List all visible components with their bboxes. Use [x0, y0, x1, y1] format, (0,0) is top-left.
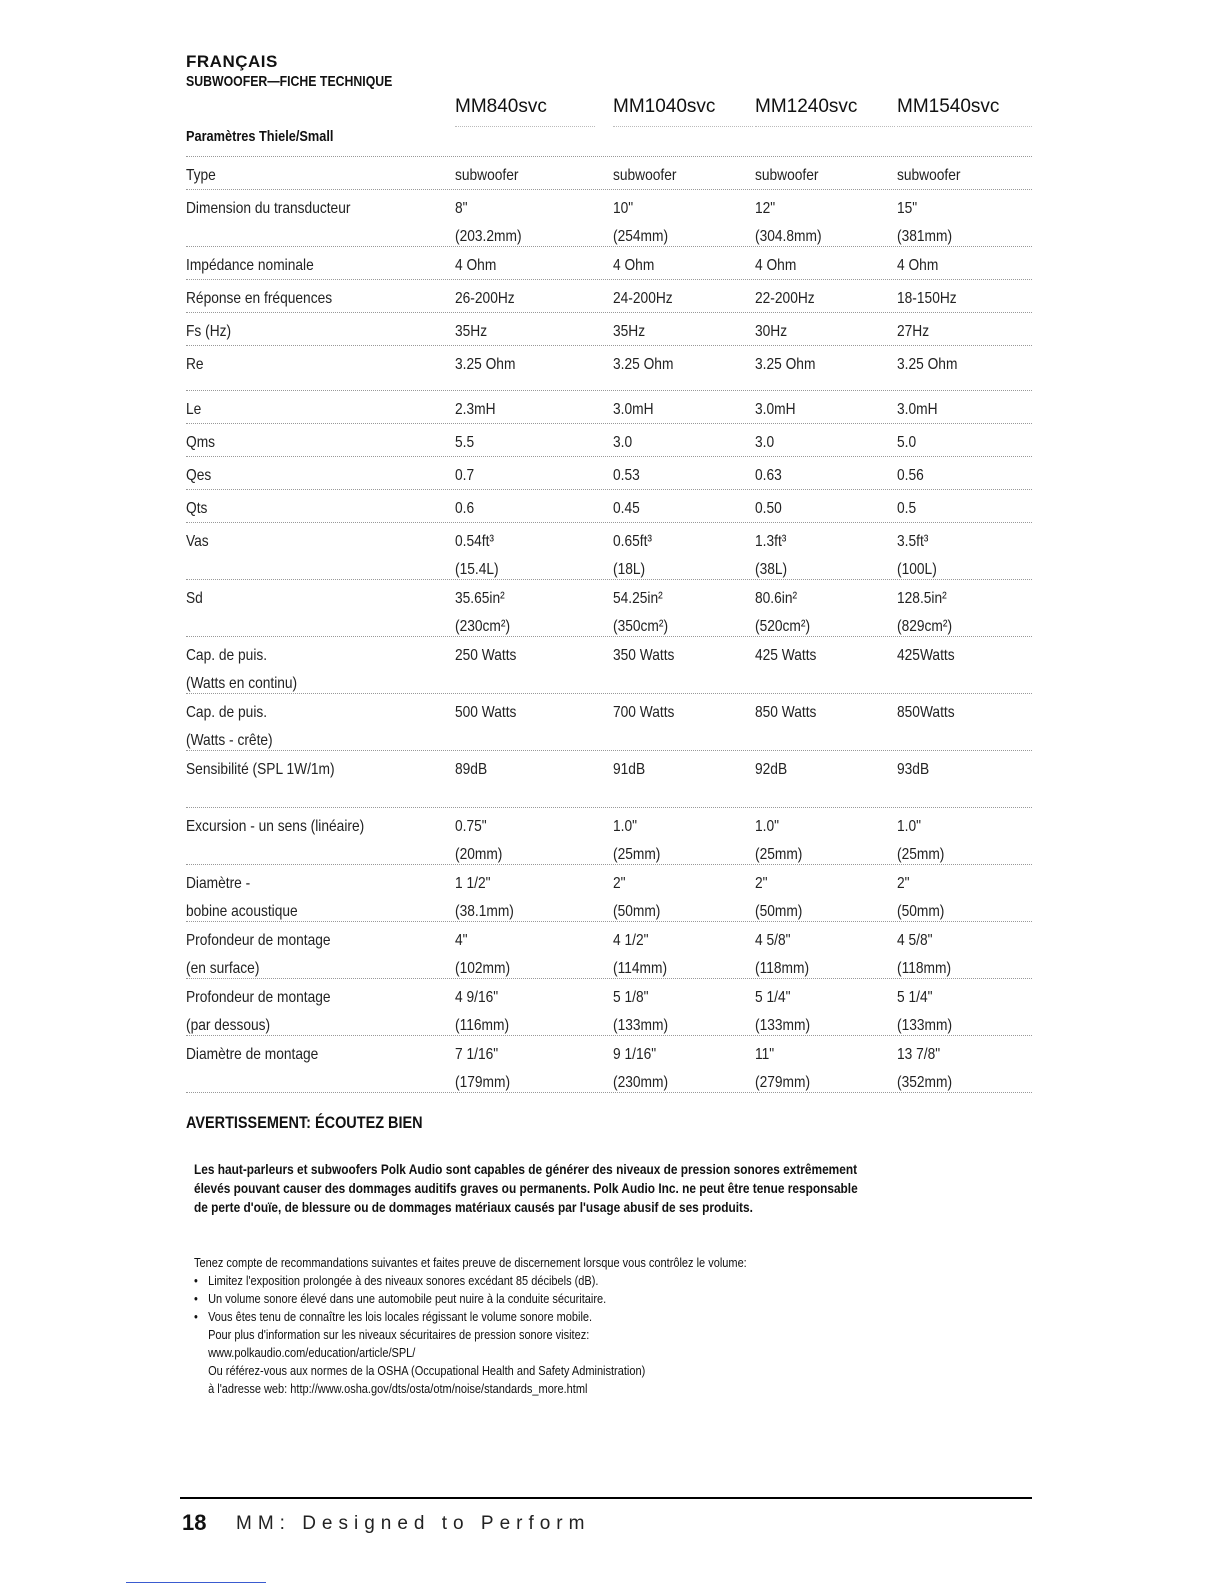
spec-label [186, 396, 201, 424]
spec-value [455, 984, 509, 1040]
spec-label-line: Cap. de puis. [186, 704, 268, 721]
model-header-row [0, 96, 1225, 126]
table-row [186, 807, 1032, 864]
spec-value [455, 870, 514, 926]
spec-value-line: 10" [613, 200, 634, 217]
spec-value [613, 252, 654, 280]
table-row [186, 489, 1032, 522]
spec-value-line: 12" [755, 200, 776, 217]
list-item: • Vous êtes tenu de connaître les lois locales régissant le volume sonore mobile. [208, 1308, 810, 1326]
spec-label-line: Sensibilité (SPL 1W/1m) [186, 761, 335, 778]
spec-value [613, 642, 674, 670]
spec-value-line: 0.5 [897, 500, 917, 517]
spec-label-line: Diamètre de montage [186, 1046, 319, 1063]
spec-value-line: 500 Watts [455, 704, 517, 721]
spec-value-line: 0.54ft³ [455, 533, 495, 550]
spec-value [897, 699, 955, 727]
spec-value-line: 1 1/2" [455, 875, 491, 892]
spec-value-line: (520cm²) [755, 618, 811, 635]
spec-value [755, 462, 782, 490]
spec-value-line: 4 Ohm [755, 257, 797, 274]
spec-value-line: (100L) [897, 561, 937, 578]
spec-label [186, 984, 331, 1040]
spec-value-line: subwoofer [455, 167, 519, 184]
spec-value [755, 699, 816, 727]
spec-label-line: Re [186, 356, 204, 373]
spec-value-line: 1.0" [897, 818, 922, 835]
table-row [186, 156, 1032, 189]
table-row [186, 579, 1032, 636]
spec-value-line: 0.65ft³ [613, 533, 653, 550]
spec-value-line: (179mm) [455, 1074, 511, 1091]
spec-value-line: 0.63 [755, 467, 782, 484]
spec-value [897, 429, 916, 457]
spec-value [897, 528, 937, 584]
spec-label [186, 285, 332, 313]
spec-value-line: (118mm) [897, 960, 952, 977]
spec-value-line: 22-200Hz [755, 290, 815, 307]
spec-value-line: 11" [755, 1046, 775, 1063]
spec-value-line: 250 Watts [455, 647, 517, 664]
spec-value-line: 0.6 [455, 500, 475, 517]
spec-value-line: 5.5 [455, 434, 475, 451]
divider [126, 1582, 266, 1583]
divider [613, 126, 753, 127]
spec-value [755, 252, 796, 280]
spec-value [613, 429, 632, 457]
spec-value-line: (230mm) [613, 1074, 669, 1091]
spec-value [755, 495, 782, 523]
spec-value [897, 162, 960, 190]
spec-table [186, 156, 1032, 1093]
spec-value [455, 351, 515, 379]
spec-value-line: (304.8mm) [755, 228, 822, 245]
spec-value [613, 195, 668, 251]
spec-label [186, 528, 209, 556]
spec-value [455, 699, 516, 727]
table-row [186, 978, 1032, 1035]
spec-value-line: 5.0 [897, 434, 917, 451]
model-name: MM1240svc [755, 96, 858, 117]
spec-value [455, 495, 474, 523]
spec-value [613, 396, 654, 424]
spec-label [186, 927, 331, 983]
spec-value-line: 26-200Hz [455, 290, 515, 307]
osha-link[interactable]: à l'adresse web: http://www.osha.gov/dts/osta/otm/noise/standards_more.html [208, 1382, 588, 1396]
spec-value [897, 252, 938, 280]
spec-value-line: (203.2mm) [455, 228, 522, 245]
table-row [186, 522, 1032, 579]
spec-value-line: 7 1/16" [455, 1046, 499, 1063]
spec-value-line: (38.1mm) [455, 903, 514, 920]
spec-value-line: (15.4L) [455, 561, 499, 578]
spec-value [755, 162, 818, 190]
table-row [186, 864, 1032, 921]
table-row [186, 312, 1032, 345]
spec-value-line: (133mm) [755, 1017, 811, 1034]
spec-value-line: (118mm) [755, 960, 810, 977]
spec-value [755, 351, 815, 379]
spec-value-line: (25mm) [613, 846, 661, 863]
spec-label-line: Sd [186, 590, 203, 607]
spec-value [897, 756, 929, 784]
spec-value-line: (50mm) [897, 903, 945, 920]
spec-value [755, 927, 809, 983]
spec-value-line: 4 Ohm [455, 257, 497, 274]
spec-value [755, 1041, 810, 1097]
spec-value-line: 3.5ft³ [897, 533, 929, 550]
spec-value-line: 5 1/8" [613, 989, 649, 1006]
spec-value-line: 3.0mH [755, 401, 796, 418]
spec-value-line: (350cm²) [613, 618, 669, 635]
spec-label-line: (Watts en continu) [186, 675, 298, 692]
spec-value [613, 813, 660, 869]
spec-label-line: Type [186, 167, 216, 184]
spec-value [897, 195, 952, 251]
spec-value-line: 4 Ohm [897, 257, 939, 274]
spec-value [897, 870, 944, 926]
spec-label-line: Fs (Hz) [186, 323, 232, 340]
model-name: MM1040svc [613, 96, 716, 117]
spec-value [755, 756, 787, 784]
spec-value [755, 429, 774, 457]
spec-value [613, 528, 652, 584]
spec-value [455, 318, 487, 346]
spec-value-line: 27Hz [897, 323, 930, 340]
more-info-line: Ou référez-vous aux normes de la OSHA (Occupational Health and Safety Administration) [208, 1364, 646, 1378]
spec-label-line: Cap. de puis. [186, 647, 268, 664]
spec-value-line: 350 Watts [613, 647, 675, 664]
spec-value [613, 756, 645, 784]
spec-value [455, 195, 522, 251]
table-row [186, 423, 1032, 456]
spec-value-line: 700 Watts [613, 704, 675, 721]
table-row [186, 636, 1032, 693]
spec-value-line: 5 1/4" [755, 989, 791, 1006]
table-row [186, 456, 1032, 489]
spec-value [455, 462, 474, 490]
spec-value-line: 91dB [613, 761, 646, 778]
divider [455, 126, 595, 127]
spec-value-line: 0.50 [755, 500, 782, 517]
spec-value-line: 18-150Hz [897, 290, 957, 307]
spec-value-line: 35Hz [455, 323, 488, 340]
table-row [186, 693, 1032, 750]
table-row [186, 189, 1032, 246]
spec-value-line: subwoofer [755, 167, 819, 184]
spec-value [613, 318, 645, 346]
spec-value-line: (25mm) [897, 846, 945, 863]
spec-value [455, 585, 510, 641]
spec-value [613, 285, 673, 313]
spec-label-line: Qms [186, 434, 216, 451]
spec-value-line: 4" [455, 932, 468, 949]
spec-label [186, 462, 211, 490]
spec-value-line: 2" [613, 875, 626, 892]
spec-value-line: (20mm) [455, 846, 503, 863]
spec-value-line: 2" [897, 875, 910, 892]
spec-label-line: Profondeur de montage [186, 989, 331, 1006]
spec-value-line: 4 1/2" [613, 932, 649, 949]
spec-value-line: 15" [897, 200, 918, 217]
spec-value [755, 318, 787, 346]
spec-value-line: (230cm²) [455, 618, 511, 635]
spec-value [755, 642, 816, 670]
spec-value [755, 528, 787, 584]
spec-value-line: 1.0" [755, 818, 780, 835]
warning-notice: Les haut-parleurs et subwoofers Polk Audio sont capables de générer des niveaux de pression sonores extrêmement élevés pouvant causer des dommages auditifs graves ou permanents. Polk Audio Inc. ne peut être tenue responsable de perte d'ouïe, de blessure ou de dommages matériaux causés par l'usage abusif de ses produits. [194, 1162, 858, 1215]
spec-value [613, 927, 667, 983]
spec-value [613, 870, 660, 926]
spec-label-line: Diamètre - [186, 875, 251, 892]
spec-value-line: 850 Watts [755, 704, 817, 721]
spec-value [897, 813, 944, 869]
spec-value-line: 2.3mH [455, 401, 496, 418]
spec-value-line: (38L) [755, 561, 788, 578]
spec-label-line: Réponse en fréquences [186, 290, 333, 307]
spec-value-line: 3.25 Ohm [897, 356, 958, 373]
spec-value [455, 429, 474, 457]
list-item: • Un volume sonore élevé dans une automobile peut nuire à la conduite sécuritaire. [208, 1290, 810, 1308]
spec-value [613, 351, 673, 379]
warning-intro: Tenez compte de recommandations suivantes et faites preuve de discernement lorsque vous contrôlez le volume: [194, 1256, 747, 1270]
spec-value-line: 1.3ft³ [755, 533, 787, 550]
spec-value-line: (25mm) [755, 846, 803, 863]
spec-value [455, 1041, 510, 1097]
model-name: MM1540svc [897, 96, 1000, 117]
spec-label [186, 252, 314, 280]
spec-label-line: Qts [186, 500, 208, 517]
spec-value-line: (133mm) [897, 1017, 953, 1034]
spec-value-line: 4 5/8" [897, 932, 933, 949]
spec-label-line: Vas [186, 533, 209, 550]
more-info [194, 1326, 810, 1398]
spec-label [186, 585, 203, 613]
spec-value-line: (50mm) [755, 903, 803, 920]
spec-label-line: Excursion - un sens (linéaire) [186, 818, 365, 835]
section-heading: Paramètres Thiele/Small [186, 128, 334, 145]
spec-value-line: 2" [755, 875, 768, 892]
spec-value-line: (133mm) [613, 1017, 669, 1034]
spec-value-line: (829cm²) [897, 618, 953, 635]
spec-value [897, 495, 916, 523]
spec-value-line: (279mm) [755, 1074, 811, 1091]
page-title: SUBWOOFER—FICHE TECHNIQUE [186, 73, 393, 90]
spec-value [755, 396, 796, 424]
spec-value [897, 462, 924, 490]
spec-value-line: 35.65in² [455, 590, 505, 607]
spec-label [186, 1041, 318, 1069]
spec-value-line: 0.75" [455, 818, 487, 835]
spec-value [897, 585, 952, 641]
spec-value-line: 4 Ohm [613, 257, 655, 274]
spec-value [755, 195, 822, 251]
spec-value [755, 585, 810, 641]
spec-value-line: 13 7/8" [897, 1046, 941, 1063]
spec-value [897, 351, 957, 379]
spec-label-line: Profondeur de montage [186, 932, 331, 949]
spec-value-line: (102mm) [455, 960, 511, 977]
spec-value [613, 162, 676, 190]
spl-link[interactable]: www.polkaudio.com/education/article/SPL/ [208, 1346, 416, 1360]
spec-value-line: (254mm) [613, 228, 669, 245]
spec-label-line: Dimension du transducteur [186, 200, 351, 217]
spec-label [186, 429, 215, 457]
spec-value-line: 128.5in² [897, 590, 947, 607]
spec-label [186, 195, 350, 223]
spec-value-line: 0.45 [613, 500, 640, 517]
spec-label [186, 162, 216, 190]
spec-value-line: 3.25 Ohm [613, 356, 674, 373]
spec-value [455, 927, 510, 983]
spec-value [613, 984, 668, 1040]
spec-label-line: Le [186, 401, 202, 418]
spec-value-line: 425Watts [897, 647, 955, 664]
spec-label [186, 699, 273, 755]
spec-value-line: 30Hz [755, 323, 788, 340]
spec-label [186, 495, 207, 523]
spec-value-line: (381mm) [897, 228, 953, 245]
page-number: 18 [182, 1510, 207, 1535]
table-row [186, 921, 1032, 978]
spec-value [613, 462, 640, 490]
spec-label [186, 351, 204, 379]
spec-label [186, 813, 364, 841]
spec-value-line: 3.0 [613, 434, 633, 451]
spec-value [613, 1041, 668, 1097]
spec-value-line: 80.6in² [755, 590, 798, 607]
divider [755, 126, 895, 127]
spec-value [613, 699, 674, 727]
spec-value-line: (50mm) [613, 903, 661, 920]
spec-label [186, 318, 231, 346]
spec-value-line: subwoofer [613, 167, 677, 184]
spec-value-line: 4 9/16" [455, 989, 499, 1006]
divider [897, 126, 1032, 127]
spec-value [897, 285, 957, 313]
language-heading: FRANÇAIS [186, 52, 278, 71]
spec-value [455, 756, 487, 784]
spec-value-line: 0.53 [613, 467, 640, 484]
spec-label [186, 756, 335, 784]
spec-value [455, 285, 515, 313]
spec-value-line: 850Watts [897, 704, 955, 721]
spec-value-line: 54.25in² [613, 590, 663, 607]
spec-value [897, 1041, 952, 1097]
spec-value-line: 4 5/8" [755, 932, 791, 949]
spec-value-line: (114mm) [613, 960, 668, 977]
spec-value-line: 0.56 [897, 467, 924, 484]
spec-value-line: 89dB [455, 761, 488, 778]
spec-value-line: 1.0" [613, 818, 638, 835]
warning-list [194, 1272, 810, 1326]
spec-value-line: (18L) [613, 561, 646, 578]
table-row [186, 345, 1032, 390]
spec-value-line: 24-200Hz [613, 290, 673, 307]
footer-divider [180, 1497, 1032, 1499]
table-row [186, 750, 1032, 807]
spec-value [755, 285, 815, 313]
spec-value-line: 3.0mH [613, 401, 654, 418]
spec-label-line: (Watts - crête) [186, 732, 273, 749]
list-item: • Limitez l'exposition prolongée à des niveaux sonores excédant 85 décibels (dB). [208, 1272, 810, 1290]
spec-label-line: (en surface) [186, 960, 260, 977]
spec-value [897, 396, 938, 424]
spec-value-line: 35Hz [613, 323, 646, 340]
spec-value-line: subwoofer [897, 167, 961, 184]
spec-value-line: 3.25 Ohm [755, 356, 816, 373]
warning-recommendations [194, 1254, 810, 1398]
spec-value [455, 813, 502, 869]
spec-label-line: Qes [186, 467, 212, 484]
spec-value [455, 642, 516, 670]
table-row [186, 279, 1032, 312]
spec-value-line: 92dB [755, 761, 788, 778]
spec-value [897, 318, 929, 346]
spec-value [755, 870, 802, 926]
spec-label-line: bobine acoustique [186, 903, 298, 920]
warning-title: AVERTISSEMENT: ÉCOUTEZ BIEN [186, 1113, 423, 1132]
spec-label-line: Impédance nominale [186, 257, 314, 274]
spec-value [613, 495, 640, 523]
spec-value-line: 8" [455, 200, 468, 217]
more-info-line: Pour plus d'information sur les niveaux sécuritaires de pression sonore visitez: [208, 1328, 590, 1342]
spec-value [455, 162, 518, 190]
spec-value-line: (352mm) [897, 1074, 953, 1091]
spec-label [186, 642, 297, 698]
table-row [186, 1035, 1032, 1093]
table-row [186, 246, 1032, 279]
table-row [186, 390, 1032, 423]
spec-value [897, 984, 952, 1040]
spec-label [186, 870, 298, 926]
spec-value-line: 3.25 Ohm [455, 356, 516, 373]
spec-value-line: 3.0mH [897, 401, 938, 418]
spec-value-line: 425 Watts [755, 647, 817, 664]
spec-value-line: 0.7 [455, 467, 475, 484]
spec-value-line: 9 1/16" [613, 1046, 657, 1063]
spec-value [755, 813, 802, 869]
spec-value-line: (116mm) [455, 1017, 510, 1034]
model-name: MM840svc [455, 96, 547, 117]
spec-value [455, 396, 496, 424]
spec-value [455, 528, 499, 584]
spec-value [897, 642, 955, 670]
spec-value [755, 984, 810, 1040]
spec-value-line: 5 1/4" [897, 989, 933, 1006]
spec-value [613, 585, 668, 641]
footer-tagline: MM: Designed to Perform [236, 1513, 591, 1534]
spec-value-line: 3.0 [755, 434, 775, 451]
spec-value [455, 252, 496, 280]
spec-value [897, 927, 951, 983]
spec-value-line: 93dB [897, 761, 930, 778]
spec-label-line: (par dessous) [186, 1017, 271, 1034]
